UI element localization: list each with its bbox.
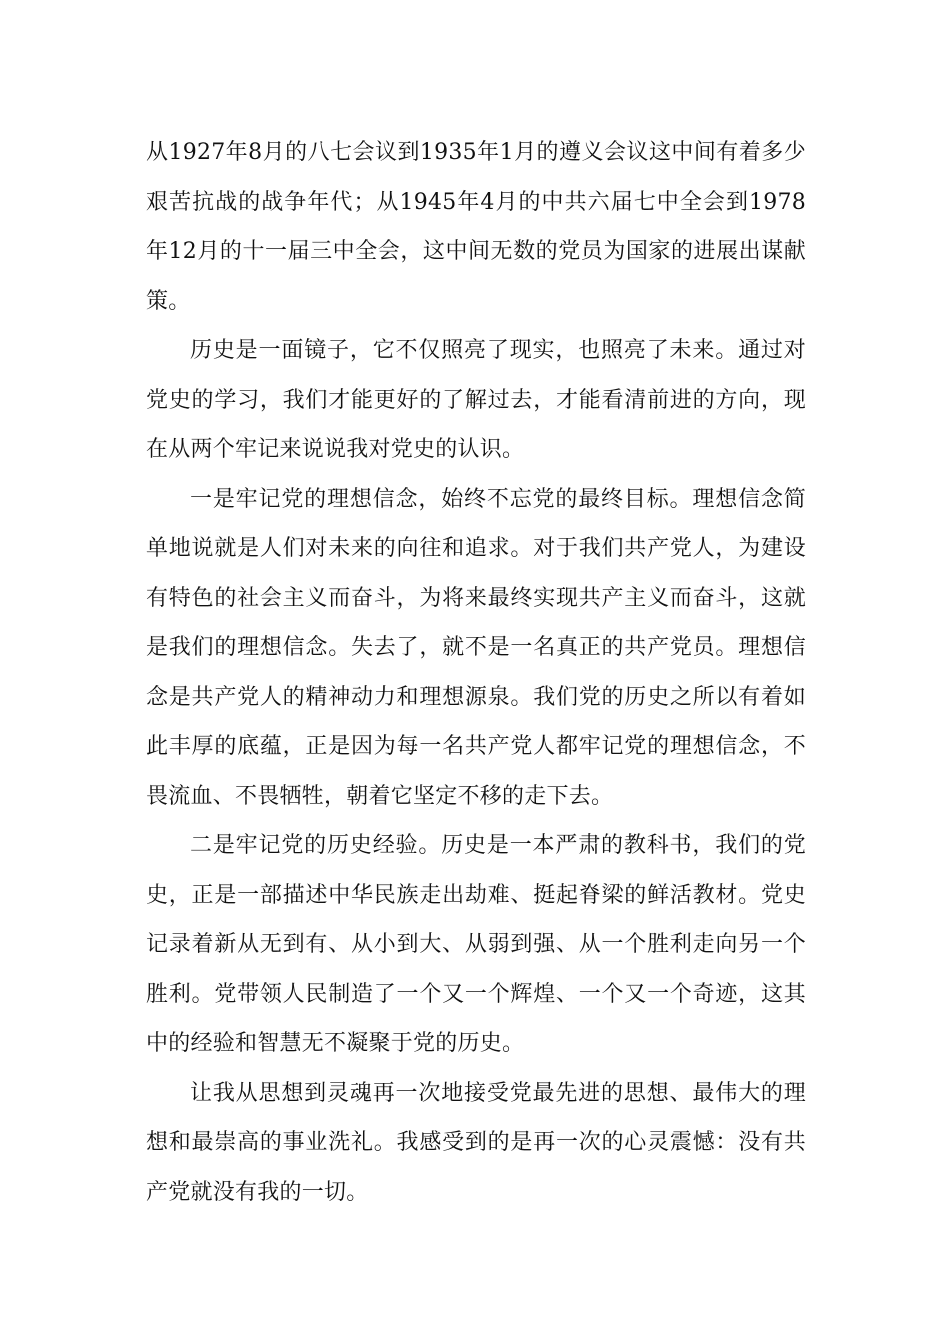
paragraph-conclusion: 让我从思想到灵魂再一次地接受党最先进的思想、最伟大的理想和最崇高的事业洗礼。我感受到的是再一次的心灵震憾：没有共产党就没有我的一切。 [146,1080,806,1205]
document-body [146,128,806,1217]
paragraph-history-mirror: 历史是一面镜子，它不仅照亮了现实，也照亮了未来。通过对党史的学习，我们才能更好的了解过去，才能看清前进的方向，现在从两个牢记来说说我对党史的认识。 [146,338,806,462]
paragraph-ideals-belief: 一是牢记党的理想信念，始终不忘党的最终目标。理想信念简单地说就是人们对未来的向往和追求。对于我们共产党人，为建设有特色的社会主义而奋斗，为将来最终实现共产主义而奋斗，这就是我们的理想信念。失去了，就不是一名真正的共产党员。理想信念是共产党人的精神动力和理想源泉。我们党的历史之所以有着如此丰厚的底蕴，正是因为每一名共产党人都牢记党的理想信念，不畏流血、不畏牺牲，朝着它坚定不移的走下去。 [146,486,806,809]
paragraph-historical-experience: 二是牢记党的历史经验。历史是一本严肃的教科书，我们的党史，正是一部描述中华民族走出劫难、挺起脊梁的鲜活教材。党史记录着新从无到有、从小到大、从弱到强、从一个胜利走向另一个胜利。党带领人民制造了一个又一个辉煌、一个又一个奇迹，这其中的经验和智慧无不凝聚于党的历史。 [146,833,806,1056]
paragraph-continuation: 从1927年8月的八七会议到1935年1月的遵义会议这中间有着多少艰苦抗战的战争年代；从1945年4月的中共六届七中全会到1978年12月的十一届三中全会，这中间无数的党员为国家的进展出谋献策。 [146,140,806,314]
